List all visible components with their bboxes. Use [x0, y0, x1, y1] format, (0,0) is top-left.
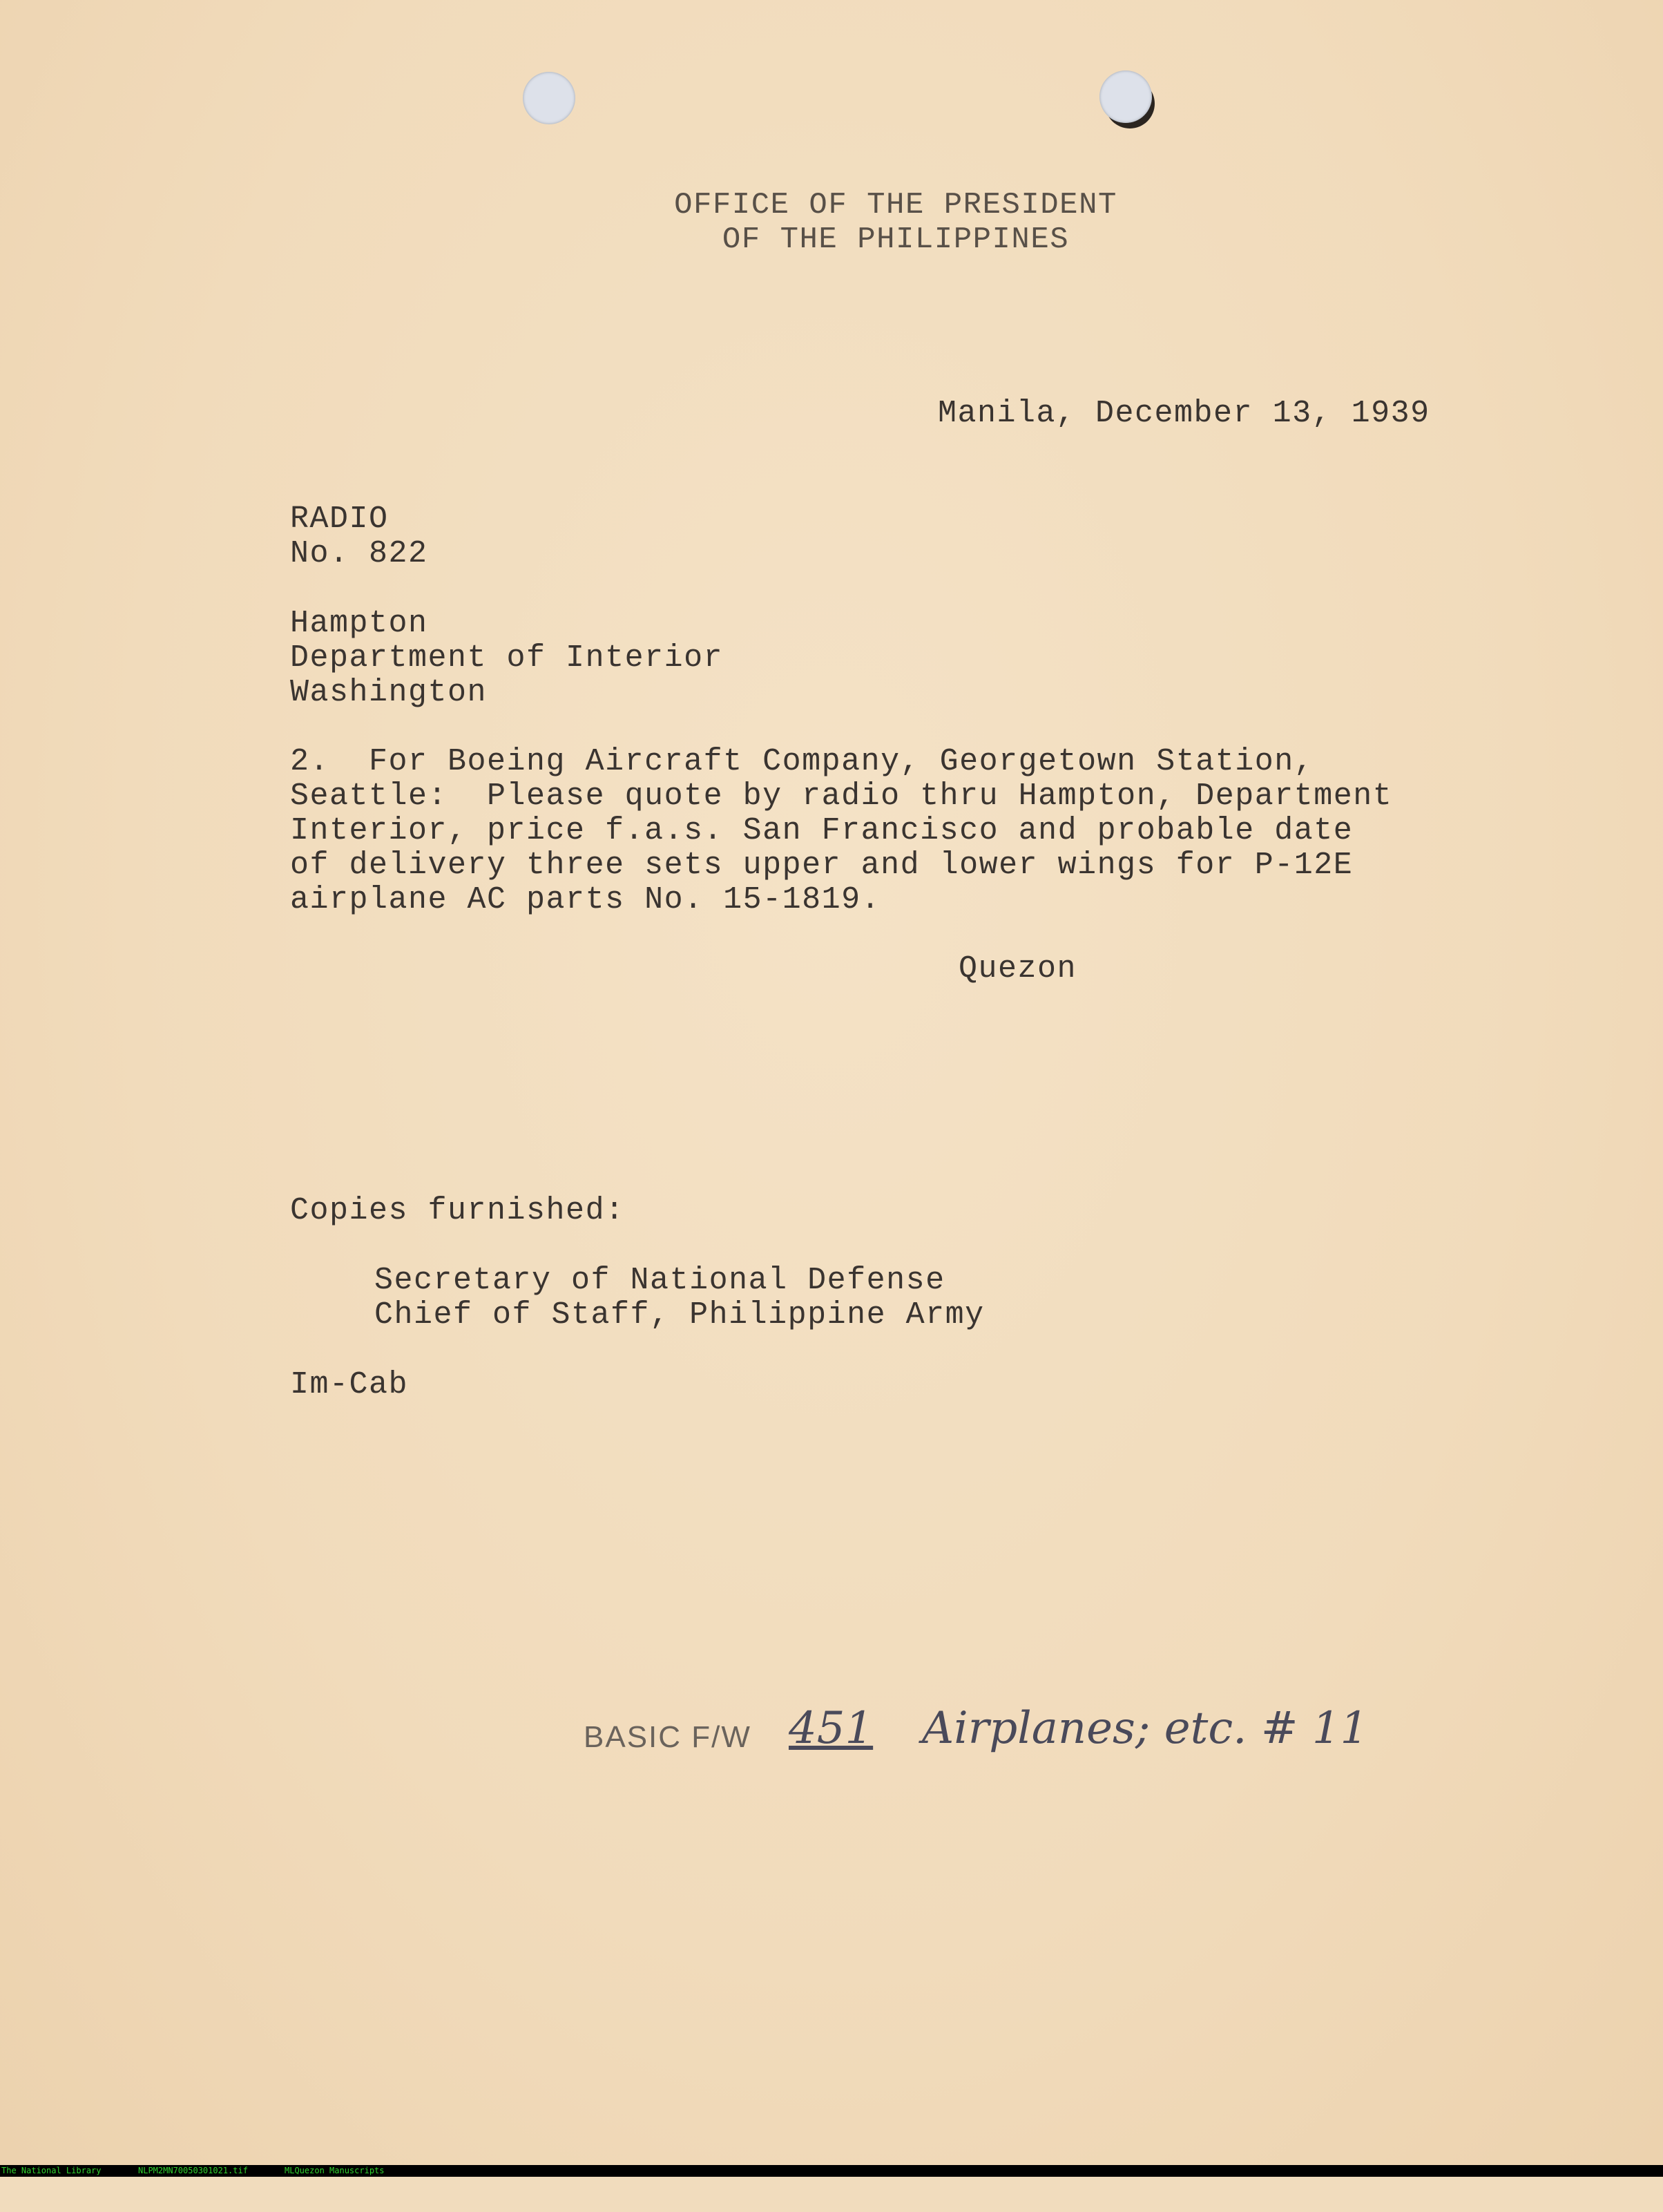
radio-label: RADIO — [290, 502, 389, 537]
signature: Quezon — [959, 951, 1077, 986]
reference-initials: Im-Cab — [290, 1367, 409, 1402]
footer-collection: MLQuezon Manuscripts — [285, 2166, 385, 2175]
message-line-3: Interior, price f.a.s. San Francisco and probable date — [290, 813, 1354, 848]
message-line-5: airplane AC parts No. 15-1819. — [290, 882, 881, 917]
radio-number: No. 822 — [290, 536, 428, 571]
handwritten-note: Airplanes; etc. # 11 — [922, 1703, 1369, 1754]
dateline: Manila, December 13, 1939 — [938, 396, 1430, 431]
message-line-1: 2. For Boeing Aircraft Company, Georgetown Station, — [290, 744, 1314, 779]
punch-hole-right — [1099, 70, 1152, 123]
letterhead-line-2: OF THE PHILIPPINES — [722, 222, 1070, 257]
addressee-department: Department of Interior — [290, 640, 724, 676]
copy-recipient-2: Chief of Staff, Philippine Army — [374, 1297, 985, 1333]
footer-file: NLPM2MN70050301021.tif — [138, 2166, 248, 2175]
letterhead-line-1: OFFICE OF THE PRESIDENT — [674, 188, 1117, 222]
punch-hole-left — [523, 72, 575, 124]
handwritten-file-number: 451 — [789, 1703, 874, 1754]
addressee-city: Washington — [290, 675, 488, 710]
copies-heading: Copies furnished: — [290, 1193, 625, 1228]
message-line-2: Seattle: Please quote by radio thru Hampton, Department — [290, 779, 1393, 814]
footer-institution: The National Library — [1, 2166, 102, 2175]
addressee-name: Hampton — [290, 606, 428, 641]
message-line-4: of delivery three sets upper and lower wings for P-12E — [290, 848, 1354, 883]
copy-recipient-1: Secretary of National Defense — [374, 1263, 945, 1298]
filing-stamp: BASIC F/W — [584, 1720, 751, 1754]
scan-footer-bar — [0, 2165, 1663, 2177]
